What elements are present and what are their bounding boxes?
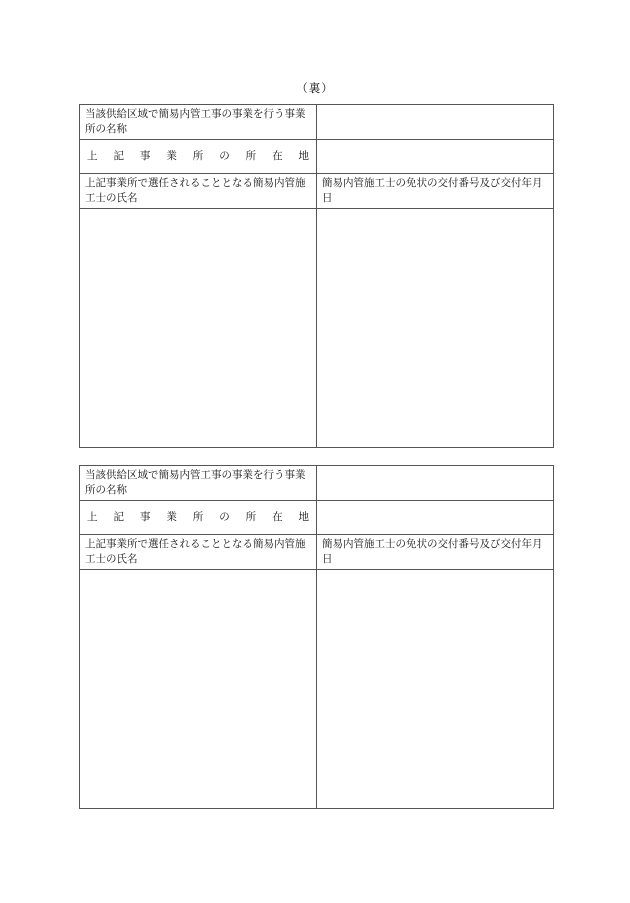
address-label-char: 所 — [192, 511, 204, 523]
address-label-char: 業 — [166, 150, 177, 162]
office-name-field[interactable] — [317, 105, 554, 140]
office-address-label — [80, 501, 317, 535]
address-label-char: 記 — [113, 511, 124, 523]
office-address-label — [80, 140, 317, 174]
address-label-char: 上 — [87, 511, 98, 523]
address-label-char: 事 — [139, 511, 151, 523]
staff-header-row — [80, 174, 554, 209]
address-label-char: 所 — [245, 511, 257, 523]
address-label-char: 所 — [192, 150, 204, 162]
staff-entry-row — [80, 570, 554, 809]
staff-name-header: 上記事業所で選任されることとなる簡易内管施工士の氏名 — [80, 535, 317, 570]
office-name-row — [80, 466, 554, 501]
office-address-field[interactable] — [317, 140, 554, 174]
address-label-char: 地 — [298, 150, 309, 162]
office-address-row — [80, 140, 554, 174]
staff-name-field[interactable] — [80, 209, 317, 448]
address-label-char: の — [219, 150, 230, 162]
office-name-row — [80, 105, 554, 140]
office-name-label: 当該供給区域で簡易内管工事の事業を行う事業所の名称 — [80, 466, 317, 501]
page-title: （裏） — [296, 81, 334, 95]
address-label-char: 地 — [298, 511, 309, 523]
staff-name-field[interactable] — [80, 570, 317, 809]
address-label-char: 上 — [87, 150, 98, 162]
address-label-char: の — [219, 511, 230, 523]
office-table-1 — [79, 104, 554, 448]
address-label-char: 在 — [272, 150, 283, 162]
address-label-char: 所 — [245, 150, 257, 162]
office-table-2 — [79, 465, 554, 809]
office-address-row — [80, 501, 554, 535]
staff-entry-row — [80, 209, 554, 448]
staff-name-header: 上記事業所で選任されることとなる簡易内管施工士の氏名 — [80, 174, 317, 209]
office-address-field[interactable] — [317, 501, 554, 535]
license-header: 簡易内管施工士の免状の交付番号及び交付年月日 — [317, 535, 554, 570]
address-label-char: 事 — [139, 150, 151, 162]
office-name-field[interactable] — [317, 466, 554, 501]
office-name-label: 当該供給区域で簡易内管工事の事業を行う事業所の名称 — [80, 105, 317, 140]
address-label-char: 在 — [272, 511, 283, 523]
license-field[interactable] — [317, 570, 554, 809]
staff-header-row — [80, 535, 554, 570]
address-label-char: 業 — [166, 511, 177, 523]
license-header: 簡易内管施工士の免状の交付番号及び交付年月日 — [317, 174, 554, 209]
address-label-char: 記 — [113, 150, 124, 162]
license-field[interactable] — [317, 209, 554, 448]
